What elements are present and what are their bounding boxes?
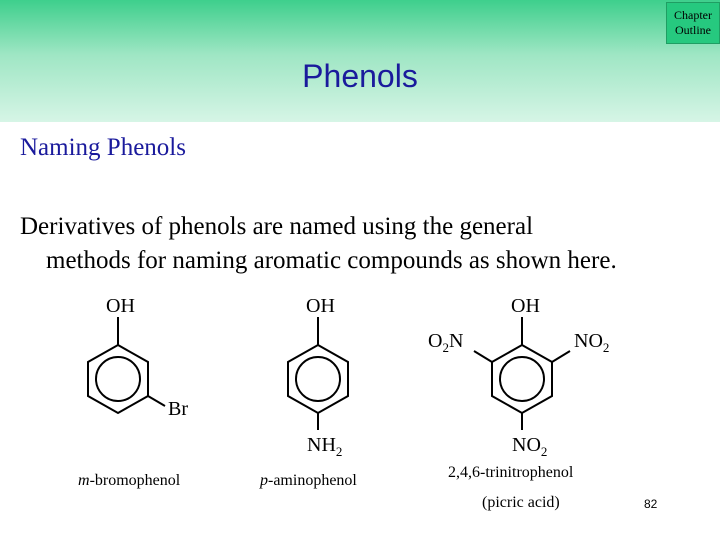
structure-p-aminophenol: [288, 317, 348, 430]
body-line-2: methods for naming aromatic compounds as shown here.: [46, 247, 617, 274]
slide-title: Phenols: [302, 58, 418, 94]
o2n-label: [428, 330, 463, 355]
common-name-picric-acid: (picric acid): [482, 494, 560, 511]
no2-bottom-text: NO: [512, 434, 541, 456]
name-rest: -aminophenol: [268, 472, 357, 489]
o2n-subscript: 2: [442, 340, 449, 355]
oh-label: OH: [511, 295, 540, 317]
bond-br: [148, 396, 165, 406]
oh-label: OH: [306, 295, 335, 317]
aromatic-circle: [296, 357, 340, 401]
chemical-structures-figure: [0, 285, 720, 525]
bond-left-no2: [474, 351, 492, 362]
no2-right-text: NO: [574, 330, 603, 352]
name-m-bromophenol: [78, 472, 181, 489]
name-prefix: p: [260, 472, 268, 489]
oh-label: OH: [106, 295, 135, 317]
o2n-o: O: [428, 330, 443, 352]
body-line-1: Derivatives of phenols are named using the general: [20, 213, 534, 240]
nh-text: NH: [307, 434, 336, 456]
page-number: 82: [644, 497, 658, 511]
chapter-outline-button[interactable]: [666, 2, 720, 44]
structure-trinitrophenol: [474, 317, 570, 430]
aromatic-circle: [96, 357, 140, 401]
name-trinitrophenol: 2,4,6-trinitrophenol: [448, 464, 574, 481]
chapter-outline-label-line1: Chapter: [674, 8, 712, 22]
no2-bottom-subscript: 2: [540, 444, 548, 459]
o2n-n: N: [448, 330, 464, 352]
br-label: Br: [168, 398, 188, 420]
name-prefix: m: [78, 472, 90, 489]
body-paragraph: [20, 210, 710, 278]
no2-right-subscript: 2: [602, 340, 610, 355]
section-subheading: Naming Phenols: [20, 134, 186, 161]
name-p-aminophenol: [259, 472, 357, 489]
no2-bottom-label: [512, 434, 547, 459]
aromatic-circle: [500, 357, 544, 401]
nh2-label: [307, 434, 342, 459]
bond-right-no2: [552, 351, 570, 362]
structure-m-bromophenol: [88, 317, 165, 413]
no2-right-label: [574, 330, 609, 355]
nh2-subscript: 2: [335, 444, 343, 459]
name-rest: -bromophenol: [89, 472, 181, 489]
chapter-outline-label-line2: Outline: [675, 23, 711, 37]
